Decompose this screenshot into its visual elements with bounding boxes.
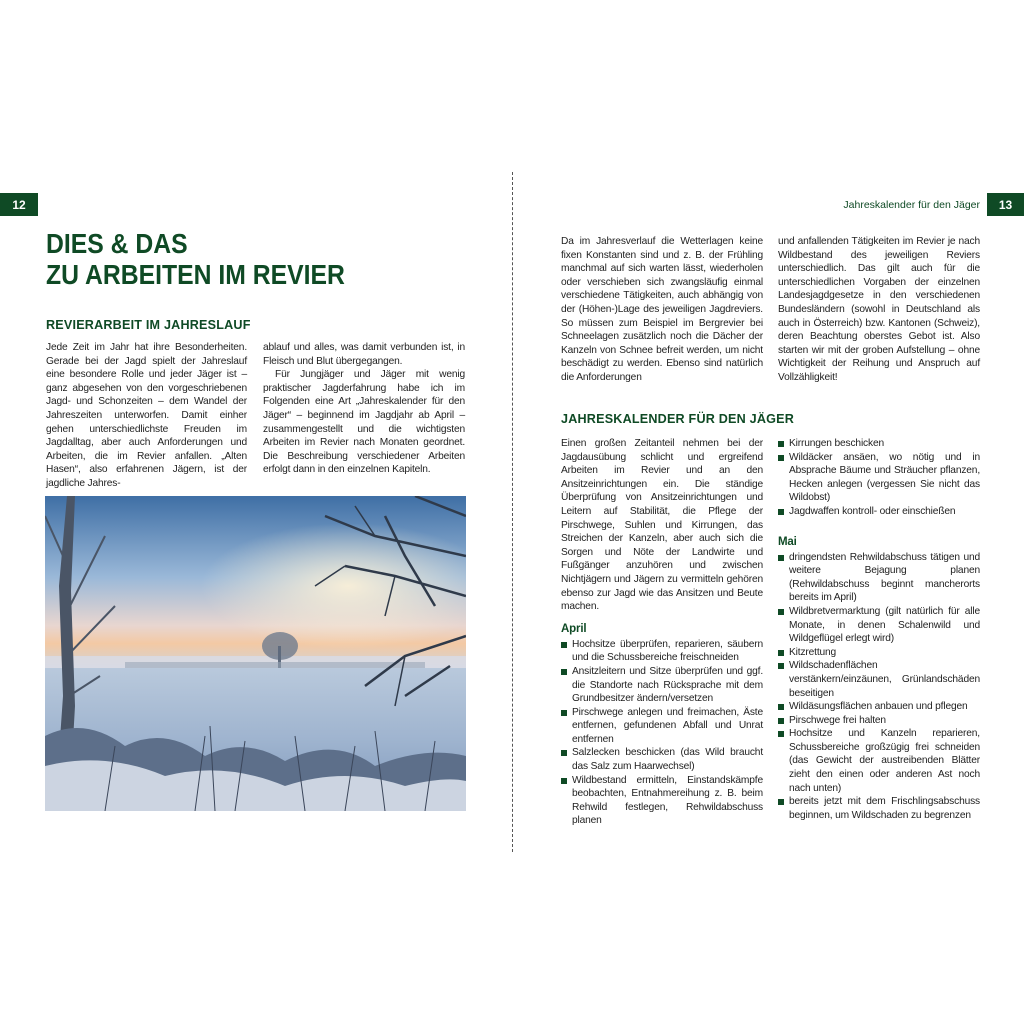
bullet-square-icon xyxy=(778,441,784,447)
list-item xyxy=(561,706,763,747)
bullet-square-icon xyxy=(561,710,567,716)
list-item-text: Salzlecken beschicken (das Wild braucht das Salz zum Haarwechsel) xyxy=(572,747,763,773)
section-heading-jahreskalender: JAHRESKALENDER FÜR DEN JÄGER xyxy=(561,412,795,426)
bullet-square-icon xyxy=(778,718,784,724)
list-item-text: Ansitzleitern und Sitze überprüfen und ggf. die Standorte nach Rücksprache mit dem Grundbesitzer ändern/versetzen xyxy=(572,665,763,705)
bullet-square-icon xyxy=(778,609,784,615)
month-heading-april: April xyxy=(561,622,587,635)
bullet-square-icon xyxy=(778,663,784,669)
right-top-text-column-2 xyxy=(778,235,980,385)
bullet-square-icon xyxy=(561,669,567,675)
list-item-text: Kirrungen beschicken xyxy=(789,438,884,449)
month-heading-mai: Mai xyxy=(778,535,797,548)
list-item-text: Jagdwaffen kontroll- oder einschießen xyxy=(789,505,956,517)
list-item-text: bereits jetzt mit dem Frischlingsabschuss beginnen, um Wildschaden zu begrenzen xyxy=(789,796,980,821)
list-item-text: Kitzrettung xyxy=(789,646,837,658)
bullet-square-icon xyxy=(561,642,567,648)
paragraph: ablauf und alles, was damit verbunden ist, in Fleisch und Blut übergegangen. xyxy=(263,342,465,367)
list-item-text: Wildäcker ansäen, wo nötig und in Absprache Bäume und Sträucher pflanzen, Hecken anlegen (vergessen Sie nicht das Wildobst) xyxy=(789,451,980,504)
list-item-text: dringendsten Rehwildabschuss tätigen und weitere Bejagung planen (Rehwildabschuss beginnt mancherorts bereits im April) xyxy=(789,551,980,604)
calendar-column-1 xyxy=(561,437,763,828)
list-item-text: Wildäsungsflächen anbauen und pflegen xyxy=(789,701,968,713)
section-heading-revierarbeit: REVIERARBEIT IM JAHRESLAUF xyxy=(46,318,251,332)
list-item xyxy=(778,451,980,505)
page-number-right: 13 xyxy=(987,193,1024,216)
bullet-square-icon xyxy=(778,555,784,561)
paragraph: Für Jungjäger und Jäger mit wenig praktischer Jagderfahrung habe ich im Folgenden eine Art „Jahreskalender für den Jäger“ – beginnend im Jagdjahr ab April – zusammengestellt und die wichtigsten Arbeiten im Revier nach Monaten geordnet. Die Beschreibung verschiedener Arbeiten erfolgt dann in den einzelnen Kapiteln. xyxy=(263,369,465,476)
bullet-square-icon xyxy=(778,509,784,515)
list-item xyxy=(778,551,980,605)
bullet-square-icon xyxy=(778,731,784,737)
bullet-square-icon xyxy=(561,778,567,784)
running-head: Jahreskalender für den Jäger xyxy=(843,199,980,211)
mai-task-list xyxy=(778,551,980,823)
april-task-list-continued xyxy=(778,437,980,519)
list-item xyxy=(778,505,980,519)
page-gutter-divider xyxy=(512,172,513,852)
list-item xyxy=(778,795,980,822)
paragraph: Da im Jahresverlauf die Wetterlagen keine fixen Konstanten sind und z. B. der Frühling manchmal auf sich warten lässt, wiederholen oder verschieben sich zwangsläufig einmal verschiedene Tätigkeiten, auch abhängig von der (Höhen-)Lage des jeweiligen Jagdreviers. So müssen zum Beispiel im Bergrevier bei Schneelagen zusätzlich noch die Dächer der Kanzeln von Schnee befreit werden, um nicht beschädigt zu werden. Ebenso sind natürlich die Anforderungen xyxy=(561,236,763,383)
paragraph: und anfallenden Tätigkeiten im Revier je nach Wildbestand des jeweiligen Reviers unterschiedlich. Das gilt auch für die unterschiedlichen Vorgaben der einzelnen Landesjagdgesetze in den verschiedenen Bundesländern (sowohl in Deutschland als auch in Österreich) bzw. Kantonen (Schweiz), deren Beachtung oberstes Gebot ist. Also starten wir mit der groben Aufstellung – ohne Wichtigkeit der Reihung und Anspruch auf Vollzähligkeit! xyxy=(778,236,980,383)
calendar-column-2 xyxy=(778,437,980,822)
list-item xyxy=(778,437,980,451)
left-text-column-2 xyxy=(263,341,465,477)
list-item xyxy=(778,727,980,795)
chapter-title-line-2: ZU ARBEITEN IM REVIER xyxy=(46,259,345,290)
april-task-list xyxy=(561,638,763,828)
list-item xyxy=(561,638,763,665)
list-item-text: Wildbretvermarktung (gilt natürlich für alle Monate, in denen Schalenwild und Wildgeflügel erlegt wird) xyxy=(789,605,980,645)
chapter-title xyxy=(46,228,345,290)
list-item xyxy=(778,714,980,728)
list-item-text: Wildschadenflächen verstänkern/einzäunen, Grünlandschäden beseitigen xyxy=(789,660,980,699)
list-item xyxy=(778,700,980,714)
list-item xyxy=(561,665,763,706)
winter-landscape-photo xyxy=(45,496,466,811)
list-item-text: Hochsitze und Kanzeln reparieren, Schussbereiche großzügig frei schneiden (das Gewicht der austreibenden Blätter zieht den einen oder anderen Ast noch nach unten) xyxy=(789,728,980,794)
list-item xyxy=(561,774,763,828)
list-item-text: Wildbestand ermitteln, Einstandskämpfe beobachten, Entnahmereihung z. B. beim Rehwild festlegen, Rehwildabschuss planen xyxy=(572,774,763,827)
intro-paragraph: Einen großen Zeitanteil nehmen bei der Jagdausübung schlicht und ergreifend Arbeiten im Revier und an den Ansitzeinrichtungen ein. Die ständige Überprüfung von Ansitzeinrichtungen und Leitern auf Stabilität, die Pflege der Pirschwege, Suhlen und Kirrungen, das Streichen der Kanzeln, aber auch sich die Sorgen und Nöte der Landwirte und Fußgänger anzuhören und zwischen Nichtjägern und Jägern zu vermitteln gehören ebenso zur Jagd wie das Ansitzen und Beute machen. xyxy=(561,438,763,613)
right-top-text-column-1 xyxy=(561,235,763,385)
bullet-square-icon xyxy=(778,650,784,656)
left-text-column-1 xyxy=(46,341,247,491)
bullet-square-icon xyxy=(778,704,784,710)
page-number-left: 12 xyxy=(0,193,38,216)
paragraph: Jede Zeit im Jahr hat ihre Besonderheiten. Gerade bei der Jagd spielt der Jahreslauf eine besondere Rolle und jeder Jäger ist – ganz abgesehen von den vorgeschriebenen Jagd- und Schonzeiten – dem Wandel der Jahreszeiten unterworfen. Damit einher gehen unterschiedlichste Freuden im Jagdalltag, aber auch Anforderungen und Arbeiten, die im Revier anfallen. „Alten Hasen“, also erfahrenen Jägern, ist der jagdliche Jahres- xyxy=(46,342,247,489)
bullet-square-icon xyxy=(561,750,567,756)
bullet-square-icon xyxy=(778,455,784,461)
list-item-text: Pirschwege frei halten xyxy=(789,714,886,726)
list-item xyxy=(778,659,980,700)
list-item-text: Hochsitze überprüfen, reparieren, säubern und die Schussbereiche freischneiden xyxy=(572,638,763,664)
list-item xyxy=(778,605,980,646)
list-item-text: Pirschwege anlegen und freimachen, Äste entfernen, gefundenen Abfall und Unrat entfernen xyxy=(572,706,763,745)
list-item xyxy=(778,646,980,660)
list-item xyxy=(561,746,763,773)
chapter-title-line-1: DIES & DAS xyxy=(46,228,188,259)
bullet-square-icon xyxy=(778,799,784,805)
